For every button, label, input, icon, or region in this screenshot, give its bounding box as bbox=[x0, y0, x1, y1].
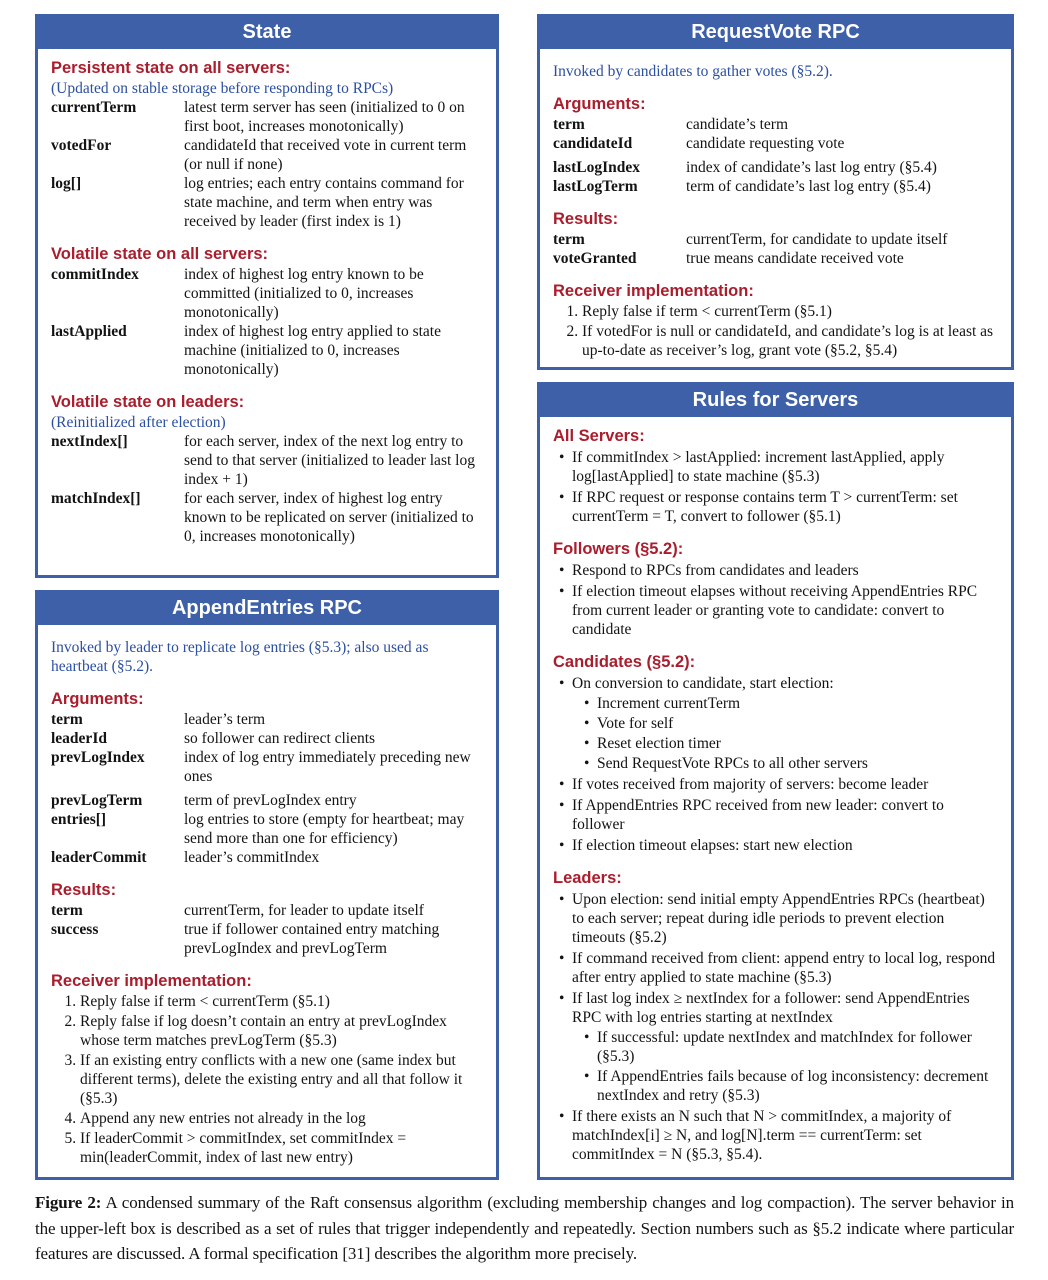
step-item: 4. Append any new entries not already in the log bbox=[80, 1109, 485, 1128]
bullet-text: On conversion to candidate, start election: bbox=[572, 675, 834, 692]
field-row bbox=[553, 249, 1000, 268]
field-row bbox=[51, 98, 485, 136]
rules-for-servers-box bbox=[537, 382, 1014, 1180]
field-term: currentTerm bbox=[51, 99, 137, 116]
field-desc: so follower can redirect clients bbox=[184, 730, 376, 747]
sub-bullet-item: • Vote for self bbox=[597, 714, 1000, 733]
section-heading: Persistent state on all servers: bbox=[51, 59, 291, 77]
figure-caption bbox=[35, 1190, 1014, 1267]
append-entries-box-body bbox=[38, 625, 496, 1176]
section-heading: Volatile state on all servers: bbox=[51, 245, 269, 263]
state-box-title: State bbox=[38, 17, 496, 49]
section-note: (Updated on stable storage before responding to RPCs) bbox=[51, 80, 394, 97]
rules-bullet-list bbox=[553, 890, 1000, 1164]
bullet-text: Upon election: send initial empty AppendEntries RPCs (heartbeat) to each server; repeat during idle periods to prevent election timeouts (§5.2) bbox=[572, 891, 985, 946]
step-item: 3. If an existing entry conflicts with a new one (same index but different terms), delete the existing entry and all that follow it (§5.3) bbox=[80, 1051, 485, 1108]
bullet-item bbox=[572, 488, 1000, 526]
request-vote-results-section bbox=[553, 209, 1000, 268]
field-desc: candidate’s term bbox=[686, 116, 788, 133]
section-heading: Candidates (§5.2): bbox=[553, 653, 696, 671]
field-row bbox=[51, 901, 485, 920]
state-box bbox=[35, 14, 499, 578]
field-term: leaderId bbox=[51, 730, 107, 747]
field-desc: leader’s term bbox=[184, 711, 266, 728]
append-entries-box-title: AppendEntries RPC bbox=[38, 593, 496, 625]
receiver-steps-list bbox=[553, 302, 1000, 360]
request-vote-rpc-box bbox=[537, 14, 1014, 370]
all-servers-section bbox=[553, 426, 1000, 526]
state-box-body bbox=[38, 49, 496, 554]
field-term: success bbox=[51, 921, 99, 938]
field-desc: latest term server has seen (initialized to 0 on first boot, increases monotonically) bbox=[184, 99, 465, 135]
field-desc: for each server, index of highest log entry known to be replicated on server (initialized to 0, increases monotonically) bbox=[184, 490, 474, 545]
request-vote-box-title: RequestVote RPC bbox=[540, 17, 1011, 49]
field-term: nextIndex[] bbox=[51, 433, 128, 450]
field-desc: index of highest log entry known to be committed (initialized to 0, increases monotonically) bbox=[184, 266, 424, 321]
rules-box-title: Rules for Servers bbox=[540, 385, 1011, 417]
sub-bullet-item: • If AppendEntries fails because of log inconsistency: decrement nextIndex and retry (§5.3) bbox=[597, 1067, 1000, 1105]
field-desc: currentTerm, for candidate to update itself bbox=[686, 231, 948, 248]
bullet-text: If last log index ≥ nextIndex for a follower: send AppendEntries RPC with log entries starting at nextIndex bbox=[572, 990, 970, 1026]
field-desc: index of candidate’s last log entry (§5.4) bbox=[686, 159, 937, 176]
volatile-leaders-section bbox=[51, 392, 485, 546]
sub-bullet-item: • Increment currentTerm bbox=[597, 694, 1000, 713]
field-row bbox=[51, 810, 485, 848]
rules-bullet-list bbox=[553, 561, 1000, 639]
sub-bullet-item: • Reset election timer bbox=[597, 734, 1000, 753]
field-desc: term of candidate’s last log entry (§5.4) bbox=[686, 178, 931, 195]
field-term: term bbox=[553, 231, 585, 248]
step-item: 1. Reply false if term < currentTerm (§5.1) bbox=[80, 992, 485, 1011]
field-row bbox=[51, 174, 485, 231]
field-term: term bbox=[51, 902, 83, 919]
bullet-item bbox=[572, 836, 1000, 855]
field-row bbox=[51, 265, 485, 322]
append-entries-rpc-box bbox=[35, 590, 499, 1180]
field-desc: log entries; each entry contains command for state machine, and term when entry was received by leader (first index is 1) bbox=[184, 175, 464, 230]
leaders-section bbox=[553, 868, 1000, 1164]
field-desc: term of prevLogIndex entry bbox=[184, 792, 357, 809]
field-row bbox=[51, 322, 485, 379]
section-heading: Arguments: bbox=[51, 690, 144, 708]
step-item: 5. If leaderCommit > commitIndex, set commitIndex = min(leaderCommit, index of last new entry) bbox=[80, 1129, 485, 1167]
field-row bbox=[51, 489, 485, 546]
section-heading: Results: bbox=[553, 210, 619, 228]
followers-section bbox=[553, 539, 1000, 639]
section-heading: Arguments: bbox=[553, 95, 646, 113]
section-heading: Leaders: bbox=[553, 869, 622, 887]
field-desc: index of log entry immediately preceding new ones bbox=[184, 749, 471, 785]
field-term: lastLogTerm bbox=[553, 178, 638, 195]
field-desc: candidate requesting vote bbox=[686, 135, 845, 152]
rules-bullet-list bbox=[553, 448, 1000, 526]
field-term: lastLogIndex bbox=[553, 159, 640, 176]
rules-box-body bbox=[540, 417, 1011, 1172]
bullet-item bbox=[572, 674, 1000, 773]
field-row bbox=[51, 710, 485, 729]
field-row bbox=[553, 115, 1000, 134]
field-row bbox=[51, 791, 485, 810]
bullet-text: If election timeout elapses: start new election bbox=[572, 837, 853, 854]
section-heading: All Servers: bbox=[553, 427, 645, 445]
field-desc: log entries to store (empty for heartbeat; may send more than one for efficiency) bbox=[184, 811, 465, 847]
request-vote-intro-section bbox=[553, 62, 1000, 81]
request-vote-box-body bbox=[540, 49, 1011, 369]
field-desc: for each server, index of the next log entry to send to that server (initialized to leader last log index + 1) bbox=[184, 433, 475, 488]
field-term: lastApplied bbox=[51, 323, 127, 340]
bullet-item bbox=[572, 890, 1000, 947]
field-row bbox=[553, 177, 1000, 196]
append-entries-receiver-section bbox=[51, 971, 485, 1167]
field-desc: true means candidate received vote bbox=[686, 250, 904, 267]
append-entries-results-section bbox=[51, 880, 485, 958]
bullet-item bbox=[572, 989, 1000, 1105]
field-term: matchIndex[] bbox=[51, 490, 141, 507]
box-intro: Invoked by candidates to gather votes (§5.2). bbox=[553, 63, 833, 80]
bullet-item bbox=[572, 949, 1000, 987]
section-heading: Followers (§5.2): bbox=[553, 540, 684, 558]
field-desc: currentTerm, for leader to update itself bbox=[184, 902, 424, 919]
bullet-item bbox=[572, 796, 1000, 834]
field-term: leaderCommit bbox=[51, 849, 147, 866]
field-desc: leader’s commitIndex bbox=[184, 849, 320, 866]
field-desc: index of highest log entry applied to state machine (initialized to 0, increases monotonically) bbox=[184, 323, 441, 378]
field-term: commitIndex bbox=[51, 266, 139, 283]
bullet-text: If command received from client: append entry to local log, respond after entry applied to state machine (§5.3) bbox=[572, 950, 996, 986]
field-term: log[] bbox=[51, 175, 82, 192]
append-entries-intro-section bbox=[51, 638, 485, 676]
field-row bbox=[51, 432, 485, 489]
bullet-item bbox=[572, 582, 1000, 639]
step-item: 2. If votedFor is null or candidateId, and candidate’s log is at least as up-to-date as receiver’s log, grant vote (§5.2, §5.4) bbox=[582, 322, 1000, 360]
step-item: 2. Reply false if log doesn’t contain an entry at prevLogIndex whose term matches prevLogTerm (§5.3) bbox=[80, 1012, 485, 1050]
section-heading: Receiver implementation: bbox=[51, 972, 252, 990]
field-term: term bbox=[553, 116, 585, 133]
bullet-text: If there exists an N such that N > commitIndex, a majority of matchIndex[i] ≥ N, and log[N].term == currentTerm: set commitIndex = N (§5.3, §5.4). bbox=[572, 1108, 952, 1163]
field-term: candidateId bbox=[553, 135, 633, 152]
section-heading: Results: bbox=[51, 881, 117, 899]
sub-bullet-item: • Send RequestVote RPCs to all other servers bbox=[597, 754, 1000, 773]
field-row bbox=[553, 134, 1000, 153]
bullet-item bbox=[572, 1107, 1000, 1164]
field-term: voteGranted bbox=[553, 250, 637, 267]
request-vote-arguments-section bbox=[553, 94, 1000, 196]
field-row bbox=[51, 729, 485, 748]
sub-bullet-list bbox=[572, 1028, 1000, 1105]
section-heading: Receiver implementation: bbox=[553, 282, 754, 300]
field-desc: candidateId that received vote in current term (or null if none) bbox=[184, 137, 467, 173]
field-desc: true if follower contained entry matching prevLogIndex and prevLogTerm bbox=[184, 921, 440, 957]
bullet-item bbox=[572, 448, 1000, 486]
field-row bbox=[51, 920, 485, 958]
field-term: prevLogIndex bbox=[51, 749, 145, 766]
rules-bullet-list bbox=[553, 674, 1000, 855]
sub-bullet-item: • If successful: update nextIndex and matchIndex for follower (§5.3) bbox=[597, 1028, 1000, 1066]
bullet-text: If votes received from majority of servers: become leader bbox=[572, 776, 929, 793]
section-note: (Reinitialized after election) bbox=[51, 414, 226, 431]
field-row bbox=[553, 230, 1000, 249]
bullet-item bbox=[572, 775, 1000, 794]
section-heading: Volatile state on leaders: bbox=[51, 393, 245, 411]
bullet-text: If election timeout elapses without receiving AppendEntries RPC from current leader or granting vote to candidate: convert to candidate bbox=[572, 583, 978, 638]
field-row bbox=[51, 848, 485, 867]
figure-caption-text: A condensed summary of the Raft consensus algorithm (excluding membership changes and log compaction). The server behavior in the upper-left box is described as a set of rules that trigger independently and repeatedly. Section numbers such as §5.2 indicate where particular features are discussed. A formal specification [31] describes the algorithm more precisely. bbox=[35, 1193, 1015, 1263]
bullet-item bbox=[572, 561, 1000, 580]
field-term: votedFor bbox=[51, 137, 112, 154]
bullet-text: If AppendEntries RPC received from new leader: convert to follower bbox=[572, 797, 944, 833]
persistent-state-section bbox=[51, 58, 485, 231]
receiver-steps-list bbox=[51, 992, 485, 1167]
box-intro: Invoked by leader to replicate log entries (§5.3); also used as heartbeat (§5.2). bbox=[51, 639, 429, 675]
field-row bbox=[51, 136, 485, 174]
append-entries-arguments-section bbox=[51, 689, 485, 867]
field-row bbox=[51, 748, 485, 786]
step-item: 1. Reply false if term < currentTerm (§5.1) bbox=[582, 302, 1000, 321]
figure-caption-label: Figure 2: bbox=[35, 1193, 102, 1212]
field-row bbox=[553, 158, 1000, 177]
field-term: term bbox=[51, 711, 83, 728]
bullet-text: Respond to RPCs from candidates and leaders bbox=[572, 562, 859, 579]
candidates-section bbox=[553, 652, 1000, 855]
field-term: prevLogTerm bbox=[51, 792, 143, 809]
bullet-text: If commitIndex > lastApplied: increment lastApplied, apply log[lastApplied] to state machine (§5.3) bbox=[572, 449, 945, 485]
request-vote-receiver-section bbox=[553, 281, 1000, 360]
field-term: entries[] bbox=[51, 811, 107, 828]
volatile-all-servers-section bbox=[51, 244, 485, 379]
bullet-text: If RPC request or response contains term T > currentTerm: set currentTerm = T, convert to follower (§5.1) bbox=[572, 489, 958, 525]
sub-bullet-list bbox=[572, 694, 1000, 773]
